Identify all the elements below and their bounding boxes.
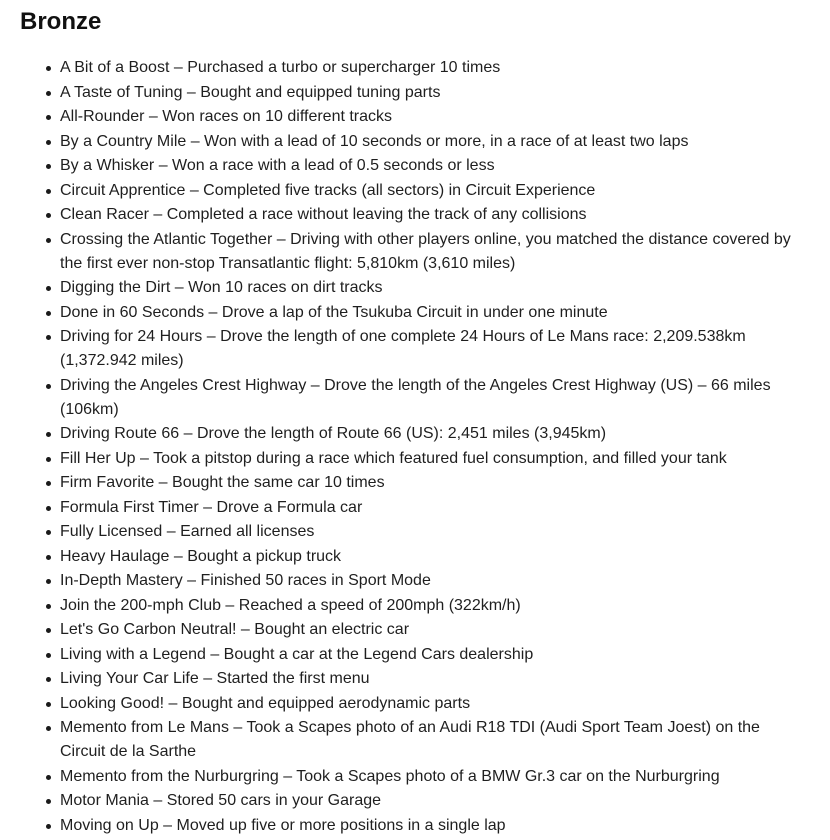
list-item: Digging the Dirt – Won 10 races on dirt tracks: [60, 276, 800, 300]
list-item: Crossing the Atlantic Together – Driving with other players online, you matched the distance covered by the first ever non-stop Transatlantic flight: 5,810km (3,610 miles): [60, 228, 800, 276]
list-item: Driving Route 66 – Drove the length of Route 66 (US): 2,451 miles (3,945km): [60, 422, 800, 446]
list-item: Let's Go Carbon Neutral! – Bought an electric car: [60, 618, 800, 642]
list-item: All-Rounder – Won races on 10 different tracks: [60, 105, 800, 129]
list-item: Fill Her Up – Took a pitstop during a race which featured fuel consumption, and filled your tank: [60, 447, 800, 471]
list-item: Driving for 24 Hours – Drove the length of one complete 24 Hours of Le Mans race: 2,209.538km (1,372.942 miles): [60, 325, 800, 373]
list-item: Clean Racer – Completed a race without leaving the track of any collisions: [60, 203, 800, 227]
list-item: Heavy Haulage – Bought a pickup truck: [60, 545, 800, 569]
list-item: Memento from Le Mans – Took a Scapes photo of an Audi R18 TDI (Audi Sport Team Joest) on the Circuit de la Sarthe: [60, 716, 800, 764]
list-item: Join the 200-mph Club – Reached a speed of 200mph (322km/h): [60, 594, 800, 618]
section-heading: Bronze: [20, 8, 102, 35]
list-item: Motor Mania – Stored 50 cars in your Garage: [60, 789, 800, 813]
list-item: A Taste of Tuning – Bought and equipped tuning parts: [60, 81, 800, 105]
list-item: Firm Favorite – Bought the same car 10 times: [60, 471, 800, 495]
list-item: Looking Good! – Bought and equipped aerodynamic parts: [60, 692, 800, 716]
list-item: By a Country Mile – Won with a lead of 10 seconds or more, in a race of at least two laps: [60, 130, 800, 154]
list-item: Living with a Legend – Bought a car at the Legend Cars dealership: [60, 643, 800, 667]
achievement-list: [0, 56, 800, 838]
list-item: By a Whisker – Won a race with a lead of 0.5 seconds or less: [60, 154, 800, 178]
list-item: Living Your Car Life – Started the first menu: [60, 667, 800, 691]
list-item: A Bit of a Boost – Purchased a turbo or supercharger 10 times: [60, 56, 800, 80]
list-item: In-Depth Mastery – Finished 50 races in Sport Mode: [60, 569, 800, 593]
list-item: Driving the Angeles Crest Highway – Drove the length of the Angeles Crest Highway (US) – 66 miles (106km): [60, 374, 800, 422]
list-item: Done in 60 Seconds – Drove a lap of the Tsukuba Circuit in under one minute: [60, 301, 800, 325]
list-item: Circuit Apprentice – Completed five tracks (all sectors) in Circuit Experience: [60, 179, 800, 203]
list-item: Fully Licensed – Earned all licenses: [60, 520, 800, 544]
list-item: Moving on Up – Moved up five or more positions in a single lap: [60, 814, 800, 838]
list-item: Formula First Timer – Drove a Formula car: [60, 496, 800, 520]
list-item: Memento from the Nurburgring – Took a Scapes photo of a BMW Gr.3 car on the Nurburgring: [60, 765, 800, 789]
